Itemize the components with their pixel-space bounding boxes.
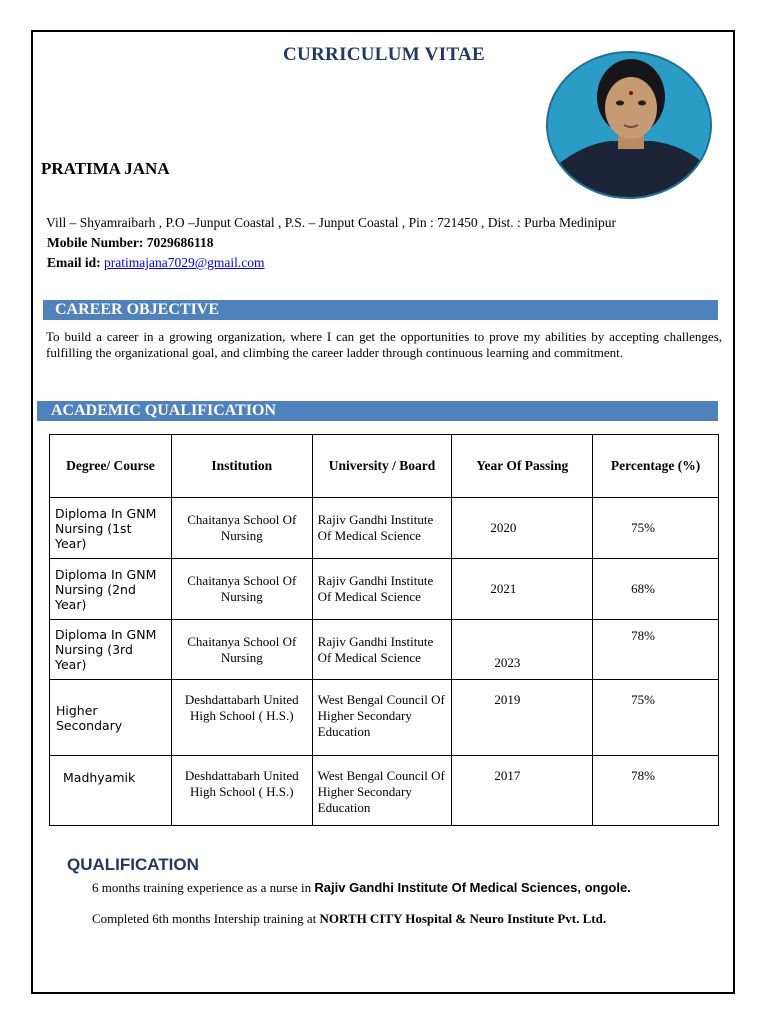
degree-cell: Madhyamik [50,756,172,826]
email-label: Email id: [47,255,105,270]
candidate-name: PRATIMA JANA [41,159,170,178]
degree-cell: Diploma In GNM Nursing (3rd Year) [50,620,172,680]
table-header-row [50,435,719,498]
institution-cell: Chaitanya School Of Nursing [171,498,312,559]
table-row [50,756,719,826]
profile-photo [546,51,712,199]
table-row [50,498,719,559]
table-row [50,620,719,680]
email-line [47,255,265,271]
qualification-line-2 [92,911,606,927]
column-header-percentage: Percentage (%) [593,435,719,498]
board-cell: Rajiv Gandhi Institute Of Medical Science [312,559,452,620]
board-cell: West Bengal Council Of Higher Secondary Education [312,756,452,826]
board-cell: West Bengal Council Of Higher Secondary Education [312,680,452,756]
table-row [50,559,719,620]
percentage-cell: 78% [593,620,719,680]
column-header-board: University / Board [312,435,452,498]
email-link[interactable]: pratimajana7029@gmail.com [104,255,265,270]
board-cell: Rajiv Gandhi Institute Of Medical Science [312,620,452,680]
page-title: CURRICULUM VITAE [282,44,486,65]
career-objective-heading: CAREER OBJECTIVE [43,300,718,320]
percentage-cell: 75% [593,498,719,559]
qualification-line-1 [92,880,631,896]
degree-cell: Higher Secondary [50,680,172,756]
percentage-cell: 68% [593,559,719,620]
column-header-year: Year Of Passing [452,435,593,498]
institution-cell: Chaitanya School Of Nursing [171,559,312,620]
person-portrait-icon [548,53,712,199]
academic-table [49,434,719,826]
column-header-degree: Degree/ Course [50,435,172,498]
degree-cell: Diploma In GNM Nursing (2nd Year) [50,559,172,620]
year-cell: 2020 [452,498,593,559]
column-header-institution: Institution [171,435,312,498]
year-cell: 2019 [452,680,593,756]
percentage-cell: 78% [593,756,719,826]
qualification-line-1-institute: Rajiv Gandhi Institute Of Medical Sciences, ongole. [314,880,631,895]
year-cell: 2021 [452,559,593,620]
address-line: Vill – Shyamraibarh , P.O –Junput Coastal , P.S. – Junput Coastal , Pin : 721450 , Dist. : Purba Medinipur [46,215,616,230]
institution-cell: Deshdattabarh United High School ( H.S.) [171,756,312,826]
mobile-number: Mobile Number: 7029686118 [47,235,214,250]
year-cell: 2017 [452,756,593,826]
qualification-line-2-institute: NORTH CITY Hospital & Neuro Institute Pvt. Ltd. [319,911,607,926]
percentage-cell: 75% [593,680,719,756]
institution-cell: Deshdattabarh United High School ( H.S.) [171,680,312,756]
qualification-line-2-text: Completed 6th months Intership training at [92,911,320,926]
career-objective-text: To build a career in a growing organization, where I can get the opportunities to prove my abilities by accepting challenges, fulfilling the organizational goal, and climbing the career ladder through continuous learning and commitment. [46,329,722,360]
institution-cell: Chaitanya School Of Nursing [171,620,312,680]
qualification-line-1-text: 6 months training experience as a nurse in [92,880,315,895]
year-cell: 2023 [452,620,593,680]
qualification-heading: QUALIFICATION [67,855,199,874]
degree-cell: Diploma In GNM Nursing (1st Year) [50,498,172,559]
board-cell: Rajiv Gandhi Institute Of Medical Science [312,498,452,559]
table-row [50,680,719,756]
academic-qualification-heading: ACADEMIC QUALIFICATION [37,401,718,421]
